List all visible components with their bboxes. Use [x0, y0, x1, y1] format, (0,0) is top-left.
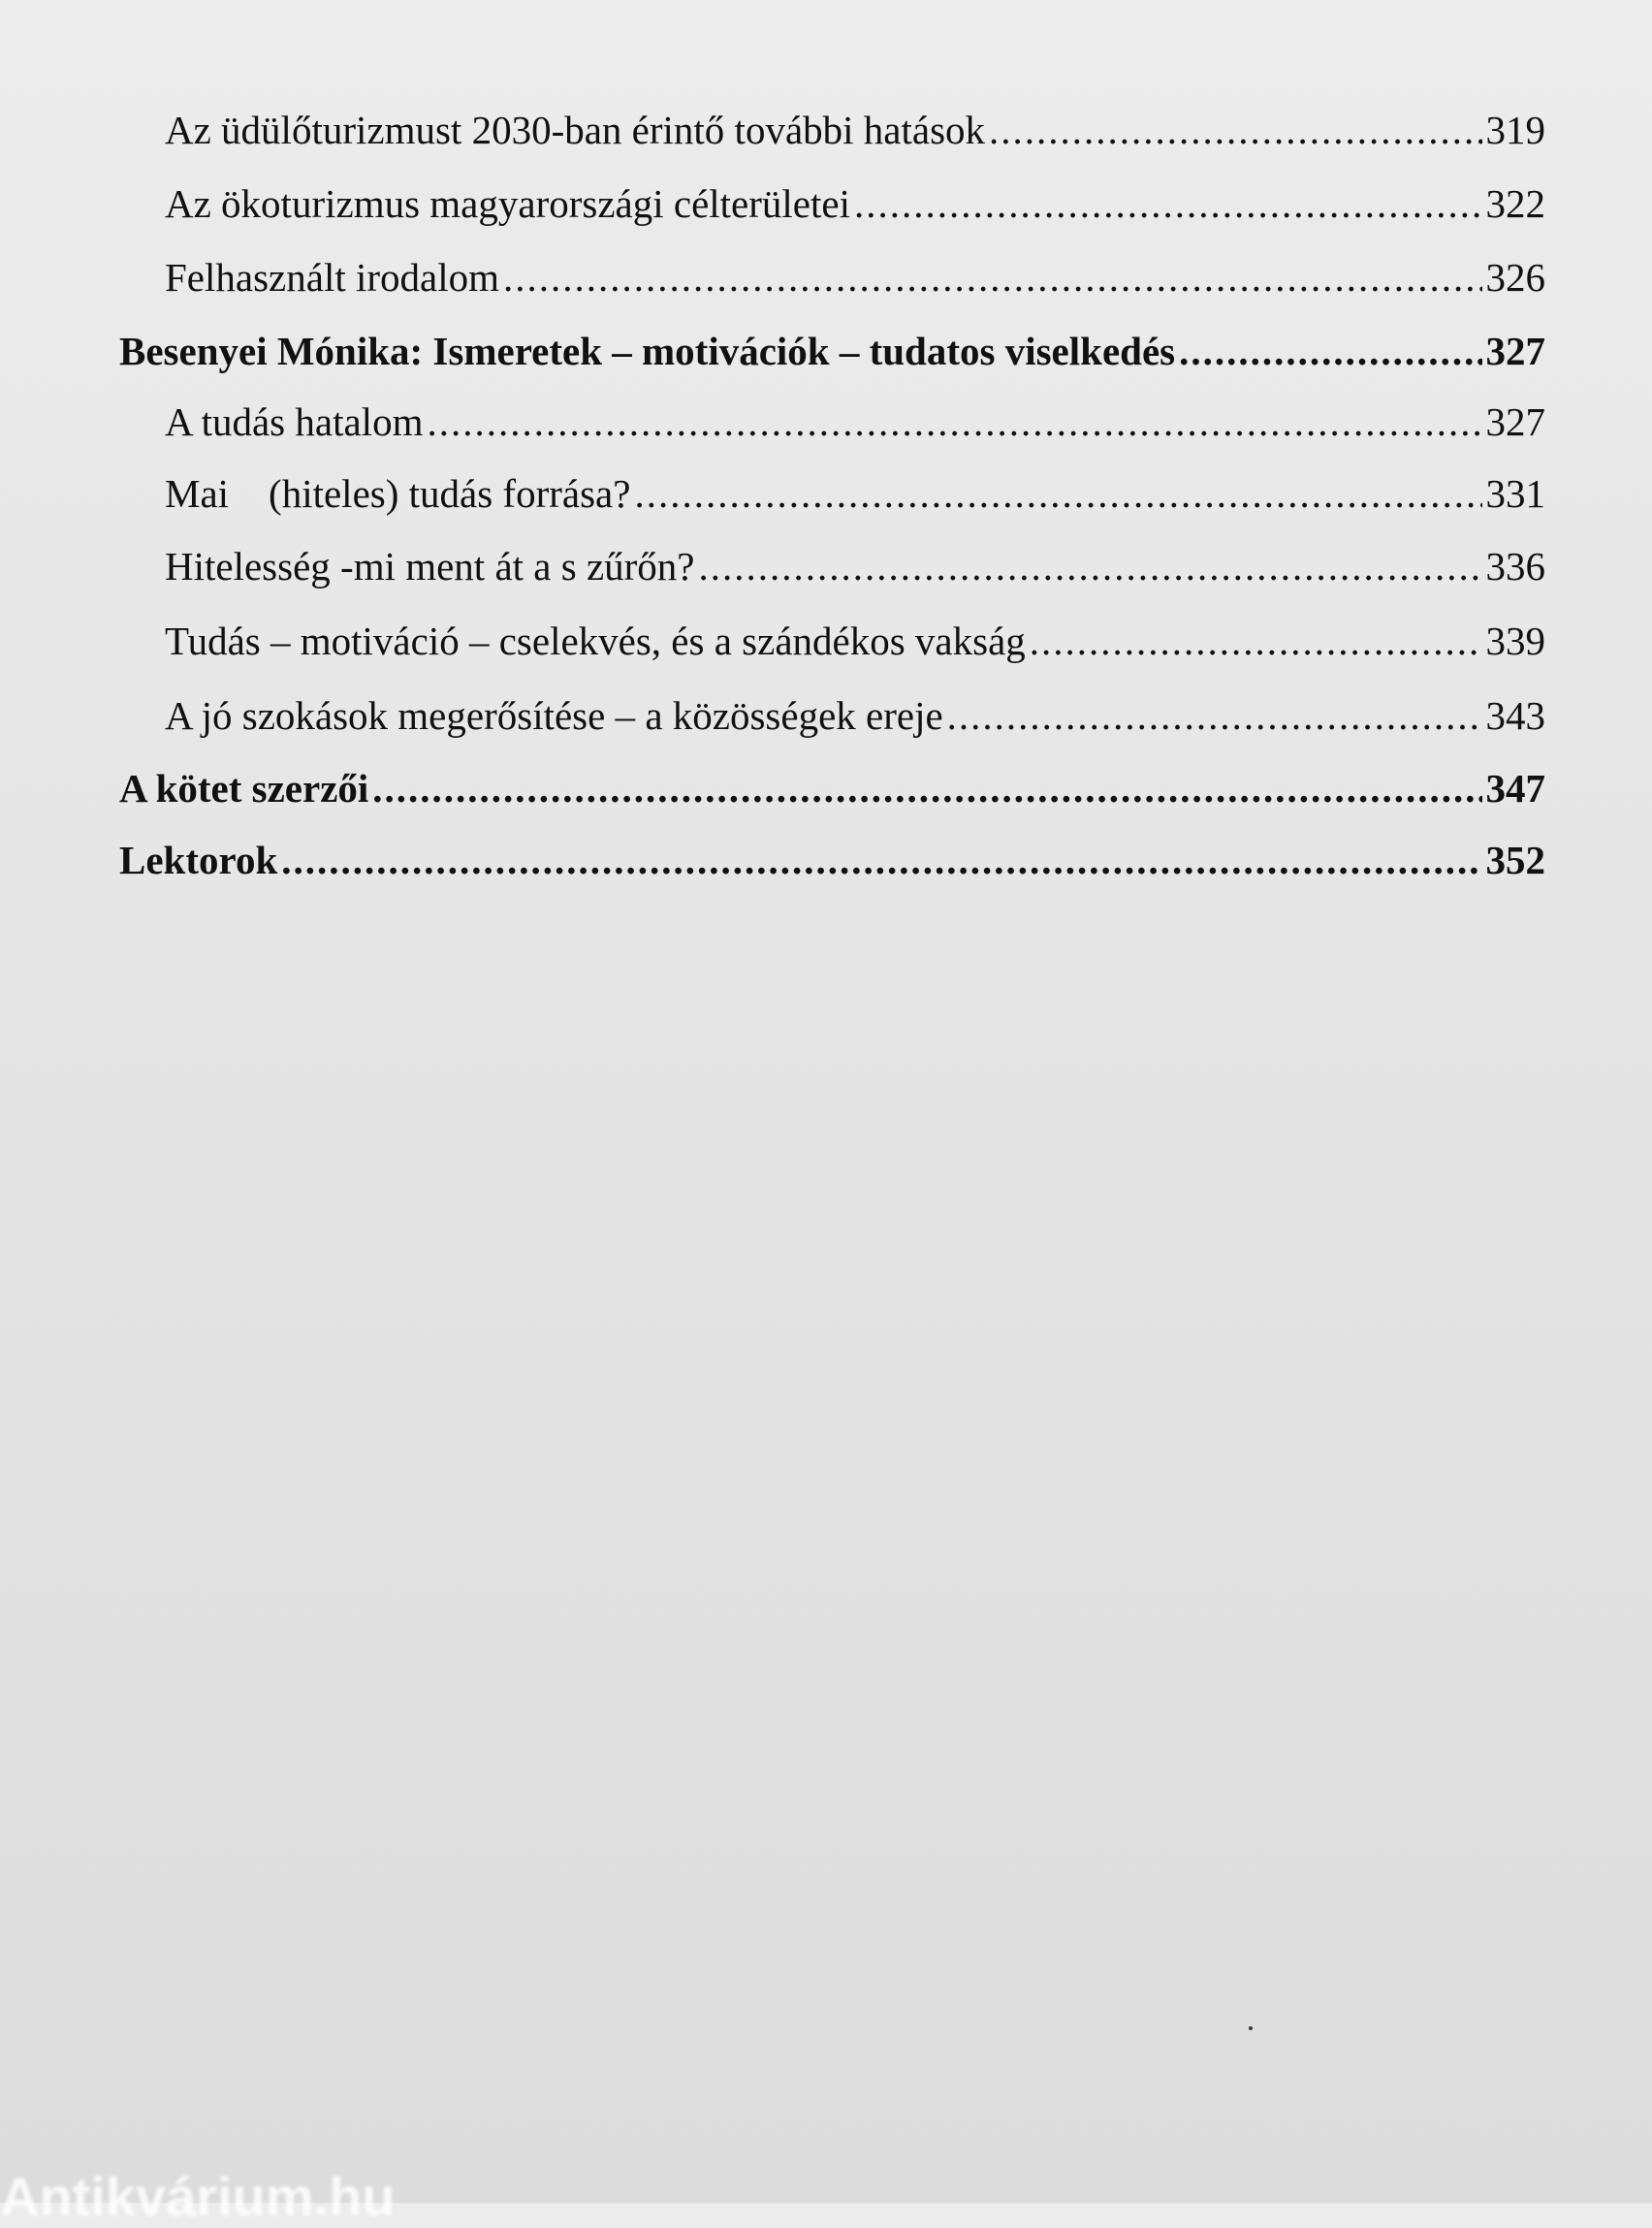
toc-entry: [165, 180, 1545, 239]
leader-dots: [1030, 618, 1482, 664]
toc-entry: [165, 543, 1545, 601]
toc-entry-chapter: [119, 328, 1545, 386]
leader-dots: [503, 254, 1482, 301]
toc-entry-title: A jó szokások megerősítése – a közösségek ereje: [165, 693, 943, 738]
toc-entry: [165, 618, 1545, 676]
toc-entry-title: Az üdülőturizmust 2030-ban érintő további hatások: [165, 108, 986, 152]
toc-entry: [165, 107, 1545, 165]
leader-dots: [1179, 328, 1481, 374]
toc-entry-page: 343: [1485, 693, 1545, 738]
toc-entry-page: 352: [1485, 838, 1545, 882]
toc-entry-title: A kötet szerzői: [119, 766, 369, 811]
toc-entry-title: Felhasznált irodalom: [165, 255, 499, 300]
leader-dots: [281, 837, 1481, 883]
leader-dots: [699, 543, 1482, 589]
toc-entry-chapter: [119, 765, 1545, 823]
toc-entry-page: 339: [1485, 619, 1545, 663]
leader-dots: [854, 180, 1482, 227]
toc-entry-page: 331: [1485, 471, 1545, 516]
toc-entry: [165, 470, 1545, 528]
toc-entry-page: 347: [1485, 766, 1545, 811]
toc-entry-page: 327: [1485, 329, 1545, 373]
leader-dots: [372, 765, 1481, 812]
toc-entry: [165, 398, 1545, 457]
leader-dots: [947, 692, 1482, 739]
toc-entry-title: Lektorok: [119, 838, 278, 882]
watermark: Antikvárium.hu: [0, 2166, 396, 2227]
toc-entry-chapter: [119, 837, 1545, 895]
toc-entry-title: Az ökoturizmus magyarországi célterületei: [165, 181, 850, 226]
toc-entry-page: 322: [1485, 181, 1545, 226]
leader-dots: [427, 398, 1481, 445]
toc-entry-title: A tudás hatalom: [165, 399, 424, 444]
toc-entry-title: Hitelesség -mi ment át a s zűrőn?: [165, 544, 695, 589]
toc-entry-page: 336: [1485, 544, 1545, 589]
toc-entry-page: 326: [1485, 255, 1545, 300]
speck: [1249, 2026, 1253, 2030]
toc-entry: [165, 254, 1545, 312]
toc-entry-title: Besenyei Mónika: Ismeretek – motivációk – tudatos viselkedés: [119, 329, 1176, 373]
toc-entry-page: 319: [1485, 108, 1545, 152]
leader-dots: [989, 107, 1481, 153]
toc-entry: [165, 692, 1545, 750]
toc-entry-title: Mai (hiteles) tudás forrása?: [165, 471, 631, 516]
toc-entry-title: Tudás – motiváció – cselekvés, és a szándékos vakság: [165, 619, 1026, 663]
leader-dots: [634, 470, 1481, 517]
toc-entry-page: 327: [1485, 399, 1545, 444]
